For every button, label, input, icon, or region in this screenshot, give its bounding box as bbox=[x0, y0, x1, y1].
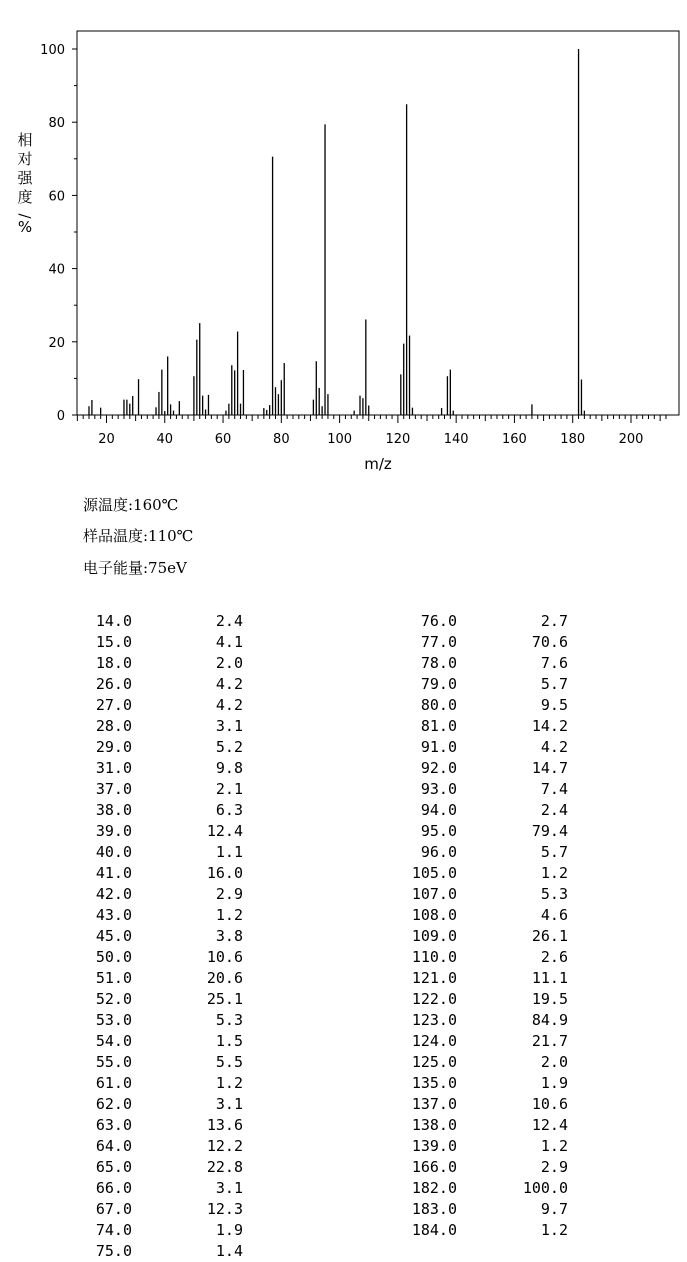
peak-abundance: 5.2 bbox=[215, 738, 243, 756]
peak-mz: 107.0 bbox=[411, 885, 457, 903]
peak-abundance: 14.7 bbox=[531, 759, 568, 777]
peak-abundance: 1.9 bbox=[215, 1221, 243, 1239]
peak-mz: 122.0 bbox=[411, 990, 457, 1008]
peak-mz: 65.0 bbox=[95, 1158, 132, 1176]
peak-row bbox=[82, 1241, 243, 1262]
y-tick-label: 40 bbox=[48, 262, 65, 278]
peak-abundance: 14.2 bbox=[531, 717, 568, 735]
peak-row bbox=[82, 842, 243, 863]
peak-abundance: 1.2 bbox=[215, 1074, 243, 1092]
peak-abundance: 1.2 bbox=[540, 1137, 568, 1155]
y-tick-label: 20 bbox=[48, 335, 65, 351]
peak-mz: 38.0 bbox=[95, 801, 132, 819]
peak-abundance: 5.5 bbox=[215, 1053, 243, 1071]
y-tick-label: 60 bbox=[48, 189, 65, 205]
peak-mz: 123.0 bbox=[411, 1011, 457, 1029]
peak-abundance: 7.6 bbox=[540, 654, 568, 672]
peak-abundance: 1.2 bbox=[540, 1221, 568, 1239]
peak-mz: 135.0 bbox=[411, 1074, 457, 1092]
peak-mz: 80.0 bbox=[420, 696, 457, 714]
peak-row bbox=[407, 1094, 568, 1115]
peak-mz: 124.0 bbox=[411, 1032, 457, 1050]
peak-abundance: 1.9 bbox=[540, 1074, 568, 1092]
peak-abundance: 6.3 bbox=[215, 801, 243, 819]
peak-row bbox=[407, 1199, 568, 1220]
peak-row bbox=[407, 1031, 568, 1052]
peak-abundance: 2.4 bbox=[215, 612, 243, 630]
peak-row bbox=[407, 884, 568, 905]
peak-row bbox=[82, 1178, 243, 1199]
mass-spectrum-chart bbox=[0, 0, 687, 480]
peak-abundance: 9.5 bbox=[540, 696, 568, 714]
peak-mz: 26.0 bbox=[95, 675, 132, 693]
y-axis-title-char: % bbox=[17, 218, 33, 236]
x-tick-label: 160 bbox=[502, 432, 527, 447]
peak-row bbox=[82, 821, 243, 842]
peak-row bbox=[407, 989, 568, 1010]
peak-mz: 108.0 bbox=[411, 906, 457, 924]
peak-abundance: 5.3 bbox=[215, 1011, 243, 1029]
peak-row bbox=[82, 884, 243, 905]
peak-mz: 31.0 bbox=[95, 759, 132, 777]
peak-mz: 63.0 bbox=[95, 1116, 132, 1134]
y-axis-title-char: / bbox=[16, 213, 34, 219]
peak-row bbox=[407, 653, 568, 674]
peak-abundance: 4.2 bbox=[540, 738, 568, 756]
electron-energy: 电子能量:75eV bbox=[83, 559, 187, 577]
peak-row bbox=[407, 611, 568, 632]
peak-abundance: 5.3 bbox=[540, 885, 568, 903]
peak-abundance: 2.1 bbox=[215, 780, 243, 798]
peak-row bbox=[82, 1199, 243, 1220]
peak-row bbox=[82, 779, 243, 800]
peak-row bbox=[82, 926, 243, 947]
peak-mz: 50.0 bbox=[95, 948, 132, 966]
peak-row bbox=[407, 1136, 568, 1157]
peak-abundance: 4.2 bbox=[215, 696, 243, 714]
peak-mz: 75.0 bbox=[95, 1242, 132, 1260]
peak-row bbox=[82, 947, 243, 968]
peak-row bbox=[82, 1010, 243, 1031]
peak-mz: 27.0 bbox=[95, 696, 132, 714]
peak-mz: 29.0 bbox=[95, 738, 132, 756]
peak-table-left bbox=[82, 611, 243, 1262]
peak-row bbox=[82, 674, 243, 695]
peak-row bbox=[407, 821, 568, 842]
peak-row bbox=[407, 674, 568, 695]
peak-row bbox=[407, 695, 568, 716]
peak-mz: 182.0 bbox=[411, 1179, 457, 1197]
peak-mz: 184.0 bbox=[411, 1221, 457, 1239]
peak-row bbox=[407, 1220, 568, 1241]
x-tick-label: 120 bbox=[385, 432, 411, 447]
peak-row bbox=[82, 968, 243, 989]
peak-row bbox=[82, 905, 243, 926]
peak-row bbox=[407, 758, 568, 779]
peak-mz: 109.0 bbox=[411, 927, 457, 945]
peak-mz: 45.0 bbox=[95, 927, 132, 945]
peak-mz: 40.0 bbox=[95, 843, 132, 861]
peak-mz: 66.0 bbox=[95, 1179, 132, 1197]
peak-abundance: 10.6 bbox=[531, 1095, 568, 1113]
peak-abundance: 4.6 bbox=[540, 906, 568, 924]
peak-mz: 137.0 bbox=[411, 1095, 457, 1113]
peak-row bbox=[407, 632, 568, 653]
y-tick-label: 100 bbox=[40, 43, 65, 58]
peak-mz: 81.0 bbox=[420, 717, 457, 735]
peak-mz: 77.0 bbox=[420, 633, 457, 651]
peak-mz: 15.0 bbox=[95, 633, 132, 651]
peak-abundance: 11.1 bbox=[531, 969, 568, 987]
peak-mz: 41.0 bbox=[95, 864, 132, 882]
peak-mz: 43.0 bbox=[95, 906, 132, 924]
peak-table-right bbox=[407, 611, 568, 1241]
peak-mz: 91.0 bbox=[420, 738, 457, 756]
x-tick-label: 100 bbox=[327, 432, 353, 447]
peak-mz: 93.0 bbox=[420, 780, 457, 798]
peak-row bbox=[82, 1073, 243, 1094]
peak-row bbox=[82, 989, 243, 1010]
peak-abundance: 84.9 bbox=[531, 1011, 568, 1029]
peak-abundance: 5.7 bbox=[540, 675, 568, 693]
peak-mz: 138.0 bbox=[411, 1116, 457, 1134]
peak-abundance: 9.8 bbox=[215, 759, 243, 777]
peak-row bbox=[82, 1052, 243, 1073]
peak-abundance: 19.5 bbox=[531, 990, 568, 1008]
peak-abundance: 22.8 bbox=[206, 1158, 243, 1176]
peak-row bbox=[407, 737, 568, 758]
peak-mz: 14.0 bbox=[95, 612, 132, 630]
x-axis bbox=[77, 415, 666, 447]
peak-row bbox=[82, 1031, 243, 1052]
peak-abundance: 5.7 bbox=[540, 843, 568, 861]
peak-mz: 125.0 bbox=[411, 1053, 457, 1071]
peak-row bbox=[407, 1010, 568, 1031]
peak-abundance: 9.7 bbox=[540, 1200, 568, 1218]
peak-abundance: 1.2 bbox=[215, 906, 243, 924]
peak-abundance: 3.1 bbox=[215, 1095, 243, 1113]
peak-abundance: 3.1 bbox=[215, 717, 243, 735]
peak-mz: 64.0 bbox=[95, 1137, 132, 1155]
peak-abundance: 10.6 bbox=[206, 948, 243, 966]
peak-abundance: 1.5 bbox=[215, 1032, 243, 1050]
peak-row bbox=[82, 1136, 243, 1157]
peak-row bbox=[82, 1094, 243, 1115]
peak-abundance: 70.6 bbox=[531, 633, 568, 651]
peak-mz: 79.0 bbox=[420, 675, 457, 693]
peak-mz: 18.0 bbox=[95, 654, 132, 672]
peak-abundance: 12.2 bbox=[206, 1137, 243, 1155]
peak-row bbox=[82, 1115, 243, 1136]
peak-row bbox=[82, 1157, 243, 1178]
peak-row bbox=[407, 1052, 568, 1073]
peak-abundance: 79.4 bbox=[531, 822, 568, 840]
peak-abundance: 13.6 bbox=[206, 1116, 243, 1134]
peak-row bbox=[82, 695, 243, 716]
peak-row bbox=[82, 863, 243, 884]
peak-abundance: 4.2 bbox=[215, 675, 243, 693]
peak-abundance: 7.4 bbox=[540, 780, 568, 798]
peak-row bbox=[407, 800, 568, 821]
peak-abundance: 2.6 bbox=[540, 948, 568, 966]
peak-abundance: 16.0 bbox=[206, 864, 243, 882]
x-tick-label: 60 bbox=[214, 432, 232, 447]
spectrum-peaks bbox=[89, 49, 584, 415]
peak-abundance: 21.7 bbox=[531, 1032, 568, 1050]
peak-row bbox=[82, 758, 243, 779]
y-axis-title-char: 对 bbox=[17, 150, 33, 168]
x-axis-title: m/z bbox=[364, 455, 392, 473]
peak-mz: 92.0 bbox=[420, 759, 457, 777]
peak-row bbox=[407, 905, 568, 926]
peak-row bbox=[407, 1073, 568, 1094]
peak-row bbox=[407, 716, 568, 737]
source-temperature: 源温度:160℃ bbox=[83, 496, 179, 514]
peak-mz: 74.0 bbox=[95, 1221, 132, 1239]
peak-mz: 67.0 bbox=[95, 1200, 132, 1218]
peak-mz: 94.0 bbox=[420, 801, 457, 819]
peak-mz: 53.0 bbox=[95, 1011, 132, 1029]
peak-mz: 51.0 bbox=[95, 969, 132, 987]
y-axis-title bbox=[16, 131, 34, 236]
x-tick-label: 140 bbox=[443, 432, 469, 447]
peak-abundance: 4.1 bbox=[215, 633, 243, 651]
peak-abundance: 2.0 bbox=[540, 1053, 568, 1071]
peak-row bbox=[407, 1157, 568, 1178]
peak-abundance: 2.4 bbox=[540, 801, 568, 819]
peak-abundance: 12.4 bbox=[206, 822, 243, 840]
peak-abundance: 2.0 bbox=[215, 654, 243, 672]
peak-abundance: 2.9 bbox=[540, 1158, 568, 1176]
peak-row bbox=[407, 779, 568, 800]
peak-mz: 54.0 bbox=[95, 1032, 132, 1050]
peak-abundance: 20.6 bbox=[206, 969, 243, 987]
peak-abundance: 3.8 bbox=[215, 927, 243, 945]
peak-row bbox=[82, 653, 243, 674]
peak-abundance: 12.4 bbox=[531, 1116, 568, 1134]
peak-mz: 37.0 bbox=[95, 780, 132, 798]
peak-abundance: 1.1 bbox=[215, 843, 243, 861]
peak-abundance: 1.2 bbox=[540, 864, 568, 882]
peak-abundance: 3.1 bbox=[215, 1179, 243, 1197]
peak-row bbox=[407, 926, 568, 947]
peak-mz: 55.0 bbox=[95, 1053, 132, 1071]
peak-row bbox=[407, 863, 568, 884]
peak-row bbox=[82, 716, 243, 737]
peak-row bbox=[407, 968, 568, 989]
peak-mz: 110.0 bbox=[411, 948, 457, 966]
peak-abundance: 100.0 bbox=[522, 1179, 568, 1197]
peak-mz: 61.0 bbox=[95, 1074, 132, 1092]
y-tick-label: 0 bbox=[56, 409, 65, 424]
peak-mz: 78.0 bbox=[420, 654, 457, 672]
y-axis-title-char: 度 bbox=[17, 188, 33, 206]
x-tick-label: 80 bbox=[273, 432, 290, 447]
peak-row bbox=[82, 737, 243, 758]
y-axis-title-char: 强 bbox=[17, 169, 33, 187]
peak-row bbox=[407, 1115, 568, 1136]
peak-mz: 95.0 bbox=[420, 822, 457, 840]
peak-abundance: 1.4 bbox=[215, 1242, 243, 1260]
peak-abundance: 26.1 bbox=[531, 927, 568, 945]
peak-row bbox=[82, 1220, 243, 1241]
peak-abundance: 25.1 bbox=[206, 990, 243, 1008]
y-axis-title-char: 相 bbox=[17, 131, 33, 149]
peak-abundance: 2.7 bbox=[540, 612, 568, 630]
peak-row bbox=[407, 1178, 568, 1199]
peak-mz: 62.0 bbox=[95, 1095, 132, 1113]
peak-abundance: 12.3 bbox=[206, 1200, 243, 1218]
peak-row bbox=[82, 800, 243, 821]
peak-row bbox=[82, 611, 243, 632]
peak-mz: 166.0 bbox=[411, 1158, 457, 1176]
peak-mz: 105.0 bbox=[411, 864, 457, 882]
peak-mz: 52.0 bbox=[95, 990, 132, 1008]
sample-temperature: 样品温度:110℃ bbox=[83, 527, 194, 545]
peak-row bbox=[407, 947, 568, 968]
x-tick-label: 180 bbox=[560, 432, 586, 447]
peak-mz: 96.0 bbox=[420, 843, 457, 861]
peak-mz: 39.0 bbox=[95, 822, 132, 840]
x-tick-label: 200 bbox=[618, 432, 644, 447]
x-tick-label: 40 bbox=[156, 432, 174, 447]
peak-mz: 183.0 bbox=[411, 1200, 457, 1218]
peak-abundance: 2.9 bbox=[215, 885, 243, 903]
peak-mz: 121.0 bbox=[411, 969, 457, 987]
peak-mz: 42.0 bbox=[95, 885, 132, 903]
peak-row bbox=[82, 632, 243, 653]
x-tick-label: 20 bbox=[98, 432, 115, 447]
peak-mz: 28.0 bbox=[95, 717, 132, 735]
peak-mz: 139.0 bbox=[411, 1137, 457, 1155]
y-axis bbox=[40, 43, 77, 424]
peak-row bbox=[407, 842, 568, 863]
y-tick-label: 80 bbox=[48, 116, 65, 132]
peak-mz: 76.0 bbox=[420, 612, 457, 630]
